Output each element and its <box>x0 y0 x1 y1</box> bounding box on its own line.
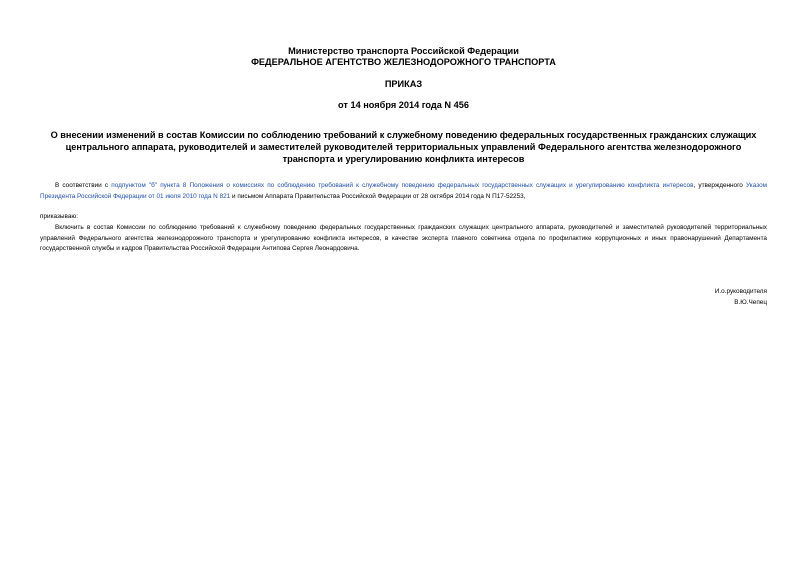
ministry-name: Министерство транспорта Российской Федерации <box>288 46 519 56</box>
signature-position: И.о.руководителя <box>714 288 767 295</box>
signature-block <box>715 287 767 309</box>
signature-name: В.Ю.Чепец <box>734 298 767 306</box>
paragraph-basis-prefix: В соответствии с <box>55 182 112 189</box>
regulation-link[interactable]: подпунктом "б" пункта 8 Положения о комиссиях по соблюдению требований к служебному поведению федеральных государственных служащих и урегулированию конфликта интересов <box>111 182 694 189</box>
paragraph-basis <box>40 181 767 202</box>
order-label: ПРИКАЗ <box>384 79 423 89</box>
paragraph-basis-suffix: и письмом Аппарата Правительства Российской Федерации от 28 октября 2014 года N П17-52253, <box>230 192 526 200</box>
paragraph-include: Включить в состав Комиссии по соблюдению требований к служебному поведению федеральных государственных гражданских служащих центрального аппарата, руководителей и заместителей руководителей территориальных управлений Федерального агентства железнодорожного транспорта и урегулированию конфликта интересов, в качестве эксперта главного советника отдела по профилактике коррупционных и иных правонарушений Департамента государственной службы и кадров Правительства Российской Федерации Антипова Сергея Леонардовича. <box>40 224 767 252</box>
document-title: О внесении изменений в состав Комиссии по соблюдению требований к служебному поведению федеральных государственных гражданских служащих центрального аппарата, руководителей и заместителей руководителей территориальных управлений Федерального агентства железнодорожного транспорта и урегулированию конфликта интересов <box>50 130 757 164</box>
order-date-number: от 14 ноября 2014 года N 456 <box>338 100 469 110</box>
presidential-decree-link[interactable]: Указом Президента Российской Федерации от 01 июля 2010 года N 821 <box>40 182 768 200</box>
paragraph-basis-middle: , утвержденного <box>693 182 747 189</box>
agency-name: ФЕДЕРАЛЬНОЕ АГЕНТСТВО ЖЕЛЕЗНОДОРОЖНОГО ТРАНСПОРТА <box>251 57 556 67</box>
paragraph-order: приказываю: <box>40 213 78 220</box>
